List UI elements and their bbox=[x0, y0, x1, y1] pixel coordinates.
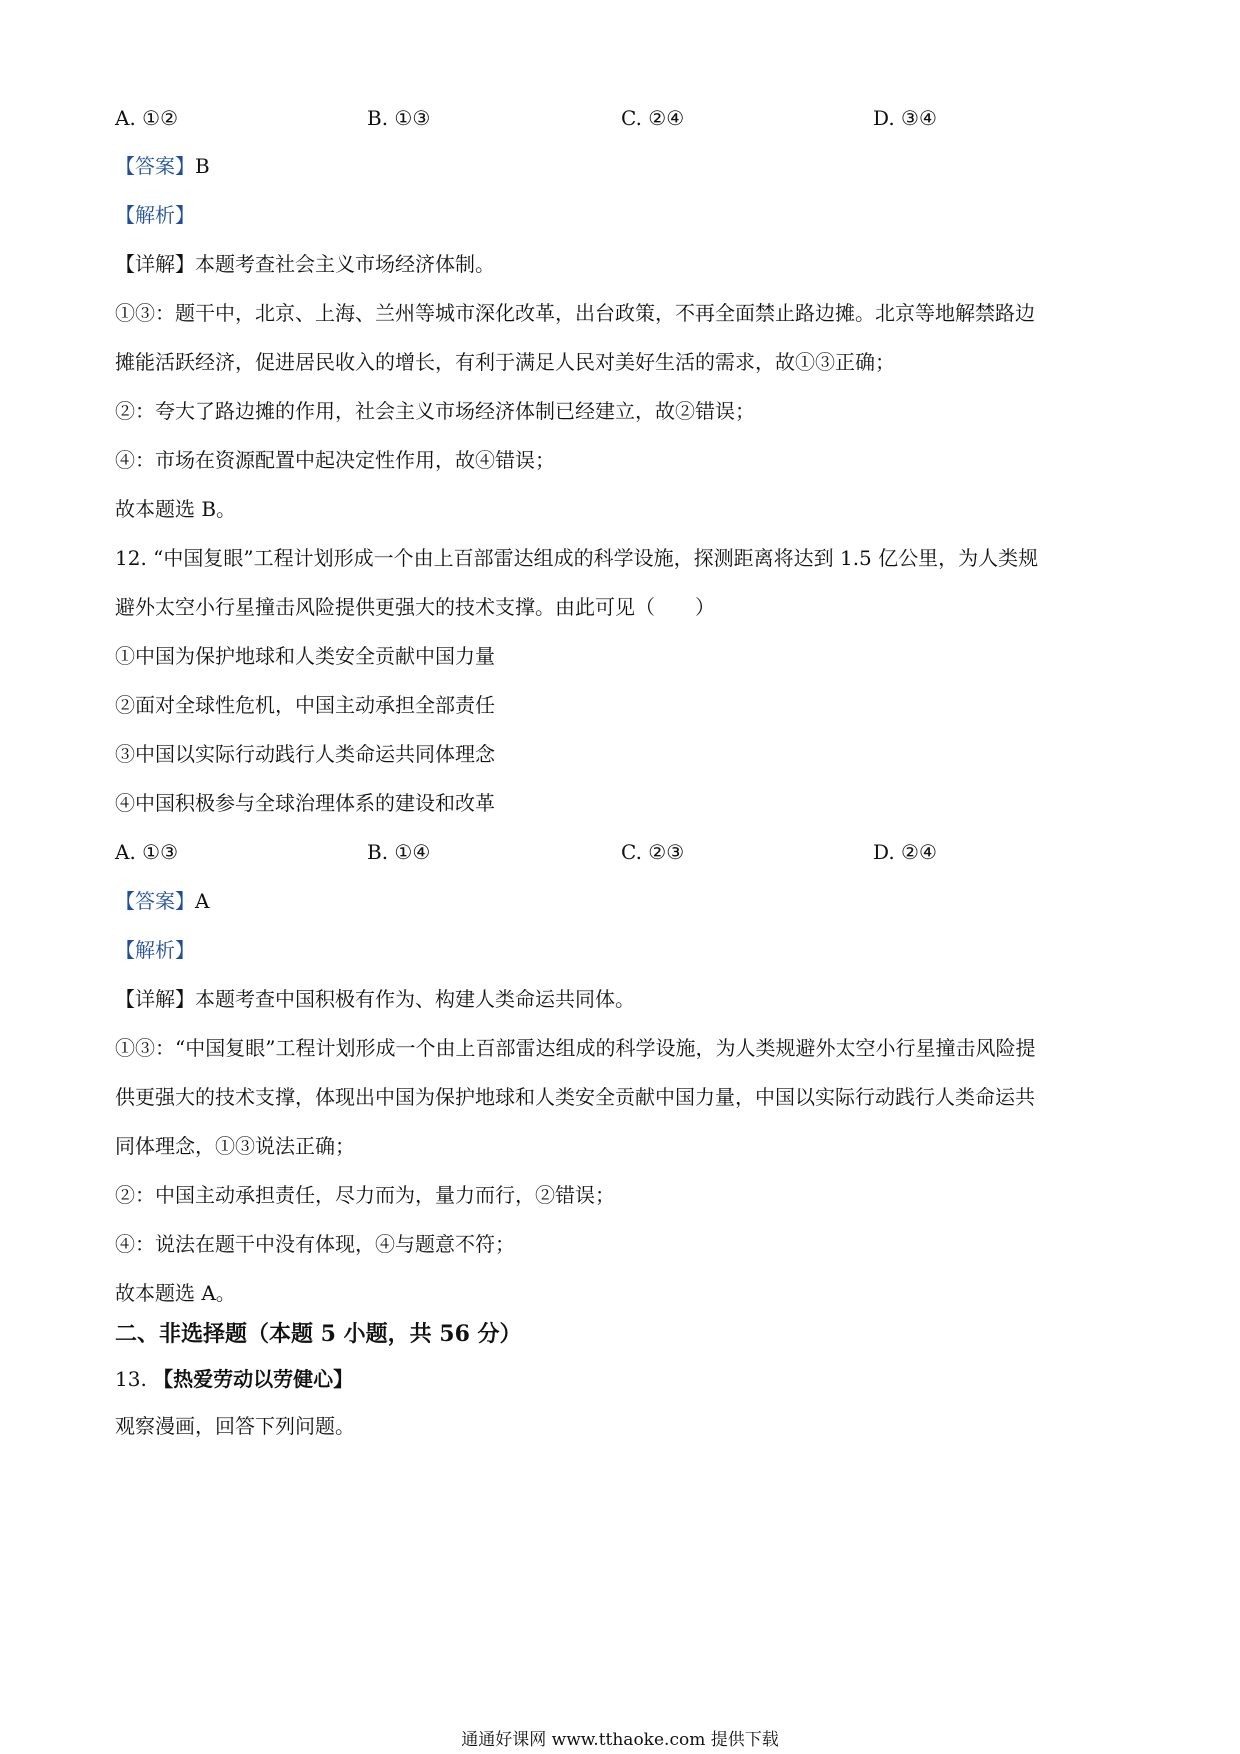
detail-text: 本题考查社会主义市场经济体制。 bbox=[195, 252, 495, 276]
answer-value: A bbox=[195, 889, 210, 913]
q11-answer bbox=[115, 152, 210, 180]
q12-detail bbox=[115, 985, 635, 1013]
q12-explanation-line: ④：说法在题干中没有体现，④与题意不符； bbox=[115, 1232, 515, 1256]
q12-conclusion: 故本题选 A。 bbox=[115, 1281, 236, 1305]
q11-option-a: A. ①② bbox=[115, 106, 179, 130]
q11-conclusion: 故本题选 B。 bbox=[115, 497, 237, 521]
q11-option-b: B. ①③ bbox=[367, 106, 431, 130]
q12-option-c: C. ②③ bbox=[621, 840, 685, 864]
q13-prompt: 观察漫画，回答下列问题。 bbox=[115, 1414, 355, 1438]
q12-option-d: D. ②④ bbox=[873, 840, 937, 864]
q12-option-b: B. ①④ bbox=[367, 840, 431, 864]
q12-stem-line: 避外太空小行星撞击风险提供更强大的技术支撑。由此可见（ ） bbox=[115, 595, 715, 619]
q12-explanation-line: ②：中国主动承担责任，尽力而为，量力而行，②错误； bbox=[115, 1183, 615, 1207]
q11-explanation-line: ④：市场在资源配置中起决定性作用，故④错误； bbox=[115, 448, 555, 472]
detail-label: 【详解】 bbox=[115, 252, 195, 276]
question-number: 13. bbox=[115, 1367, 154, 1391]
q12-analysis-label: 【解析】 bbox=[115, 938, 195, 962]
answer-label: 【答案】 bbox=[115, 154, 195, 178]
q13-title bbox=[115, 1365, 353, 1393]
q12-explanation-line: 供更强大的技术支撑，体现出中国为保护地球和人类安全贡献中国力量，中国以实际行动践行人类命运共 bbox=[115, 1085, 1035, 1109]
answer-value: B bbox=[195, 154, 210, 178]
q12-statement-3: ③中国以实际行动践行人类命运共同体理念 bbox=[115, 742, 495, 766]
q12-statement-1: ①中国为保护地球和人类安全贡献中国力量 bbox=[115, 644, 495, 668]
question-topic: 【热爱劳动以劳健心】 bbox=[153, 1367, 354, 1391]
q11-explanation-line: 摊能活跃经济，促进居民收入的增长，有利于满足人民对美好生活的需求，故①③正确； bbox=[115, 350, 895, 374]
q12-explanation-line: 同体理念，①③说法正确； bbox=[115, 1134, 355, 1158]
q11-option-d: D. ③④ bbox=[873, 106, 937, 130]
q12-statement-4: ④中国积极参与全球治理体系的建设和改革 bbox=[115, 791, 495, 815]
q11-analysis-label: 【解析】 bbox=[115, 203, 195, 227]
q11-explanation-line: ②：夸大了路边摊的作用，社会主义市场经济体制已经建立，故②错误； bbox=[115, 399, 755, 423]
q11-detail bbox=[115, 250, 495, 278]
q12-explanation-line: ①③：“中国复眼”工程计划形成一个由上百部雷达组成的科学设施，为人类规避外太空小行星撞击风险提 bbox=[115, 1036, 1036, 1060]
q11-option-c: C. ②④ bbox=[621, 106, 685, 130]
q12-statement-2: ②面对全球性危机，中国主动承担全部责任 bbox=[115, 693, 495, 717]
q12-answer bbox=[115, 887, 209, 915]
footer-watermark: 通通好课网 www.tthaoke.com 提供下载 bbox=[461, 1730, 779, 1750]
answer-label: 【答案】 bbox=[115, 889, 195, 913]
detail-label: 【详解】 bbox=[115, 987, 195, 1011]
section-heading: 二、非选择题（本题 5 小题，共 56 分） bbox=[115, 1321, 522, 1347]
q12-option-a: A. ①③ bbox=[115, 840, 179, 864]
detail-text: 本题考查中国积极有作为、构建人类命运共同体。 bbox=[195, 987, 635, 1011]
q12-stem-line: 12. “中国复眼”工程计划形成一个由上百部雷达组成的科学设施，探测距离将达到 1.5 亿公里，为人类规 bbox=[115, 546, 1039, 570]
q11-explanation-line: ①③：题干中，北京、上海、兰州等城市深化改革，出台政策，不再全面禁止路边摊。北京等地解禁路边 bbox=[115, 301, 1035, 325]
